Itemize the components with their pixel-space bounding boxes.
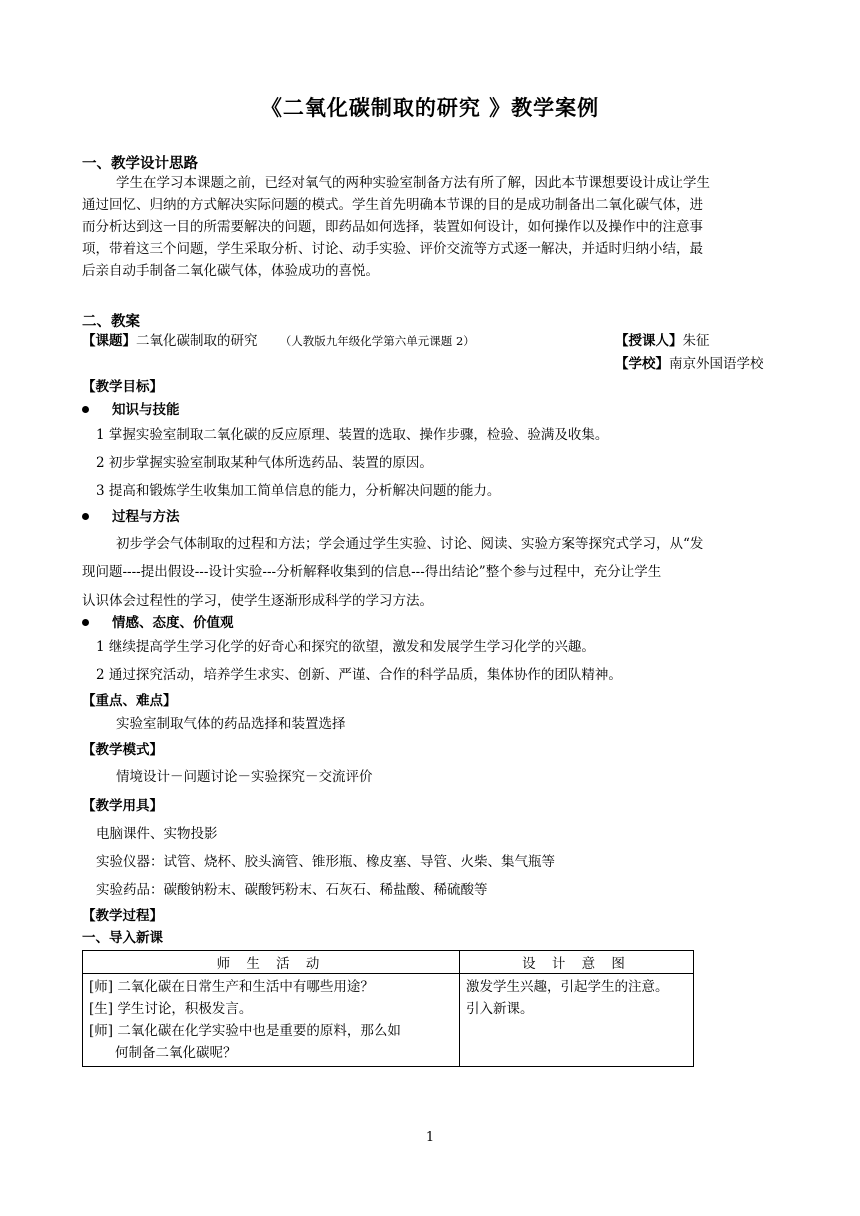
goal2-line: 现问题----提出假设---设计实验---分析解释收集到的信息---得出结论”整个参与过程中，充分让学生	[82, 564, 662, 580]
intro-heading: 一、导入新课	[82, 930, 163, 946]
key-value: 实验室制取气体的药品选择和装置选择	[116, 716, 346, 732]
goal2-line: 初步学会气体制取的过程和方法；学会通过学生实验、讨论、阅读、实验方案等探究式学习，从“发	[116, 536, 704, 552]
goal3-item: 2 通过探究活动，培养学生求实、创新、严谨、合作的科学品质，集体协作的团队精神。	[96, 667, 622, 683]
tools-line: 电脑课件、实物投影	[96, 826, 218, 842]
activity-line: [师] 二氧化碳在日常生产和生活中有哪些用途？	[89, 979, 374, 995]
teacher-line	[615, 330, 710, 352]
page-title: 《二氧化碳制取的研究 》教学案例	[260, 96, 600, 120]
tools-label: 【教学用具】	[82, 798, 163, 814]
goal1-title-line	[82, 399, 180, 421]
intent-line: 激发学生兴趣，引起学生的注意。	[466, 979, 669, 995]
tools-line: 实验药品：碳酸钠粉末、碳酸钙粉末、石灰石、稀盐酸、稀硫酸等	[96, 882, 488, 898]
school-line	[615, 353, 764, 375]
intent-line: 引入新课。	[466, 1001, 534, 1017]
design-line: 后亲自动手制备二氧化碳气体，体验成功的喜悦。	[82, 263, 379, 279]
design-line: 而分析达到这一目的所需要解决的问题，即药品如何选择，装置如何设计，如何操作以及操作中的注意事	[82, 219, 703, 235]
topic-label: 【课题】	[82, 333, 136, 349]
design-line: 项，带着这三个问题，学生采取分析、讨论、动手实验、评价交流等方式逐一解决，并适时归纳小结，最	[82, 241, 703, 257]
topic-value: 二氧化碳制取的研究	[136, 333, 258, 349]
bullet-icon	[82, 513, 89, 520]
mode-label: 【教学模式】	[82, 742, 163, 758]
goal3-title-line	[82, 612, 234, 634]
goal3-title: 情感、态度、价值观	[112, 615, 234, 631]
school-value: 南京外国语学校	[669, 356, 764, 372]
intent-cell	[460, 974, 694, 1067]
topic-note: （人教版九年级化学第六单元课题 2）	[279, 334, 475, 348]
activity-line: [师] 二氧化碳在化学实验中也是重要的原料，那么如	[89, 1023, 401, 1039]
goal1-item: 2 初步掌握实验室制取某种气体所选药品、装置的原因。	[96, 455, 433, 471]
activity-line: [生] 学生讨论，积极发言。	[89, 1001, 253, 1017]
tools-line: 实验仪器：试管、烧杯、胶头滴管、锥形瓶、橡皮塞、导管、火柴、集气瓶等	[96, 854, 555, 870]
table-header-activity: 师 生 活 动	[83, 951, 460, 974]
design-paragraph	[82, 172, 782, 282]
lesson-table	[82, 950, 694, 1067]
section-heading-design: 一、教学设计思路	[82, 156, 198, 172]
goal2-paragraph	[82, 530, 782, 616]
teacher-value: 朱征	[682, 333, 710, 349]
key-label: 【重点、难点】	[82, 693, 177, 709]
goal2-title-line	[82, 506, 180, 528]
bullet-icon	[82, 619, 89, 626]
goal1-title: 知识与技能	[112, 402, 180, 418]
school-label: 【学校】	[615, 356, 669, 372]
goals-label: 【教学目标】	[82, 379, 163, 395]
mode-value: 情境设计－问题讨论－实验探究－交流评价	[116, 769, 373, 785]
goal2-title: 过程与方法	[112, 509, 180, 525]
process-label: 【教学过程】	[82, 908, 163, 924]
table-row	[83, 974, 694, 1067]
page-number: 1	[425, 1130, 435, 1145]
goal3-item: 1 继续提高学生学习化学的好奇心和探究的欲望，激发和发展学生学习化学的兴趣。	[96, 639, 595, 655]
design-line: 通过回忆、归纳的方式解决实际问题的模式。学生首先明确本节课的目的是成功制备出二氧化碳气体，进	[82, 197, 703, 213]
topic-line	[82, 330, 475, 352]
teacher-label: 【授课人】	[615, 333, 683, 349]
activity-cell	[83, 974, 460, 1067]
design-line: 学生在学习本课题之前，已经对氧气的两种实验室制备方法有所了解，因此本节课想要设计成让学生	[116, 175, 710, 191]
table-header-intent: 设 计 意 图	[460, 951, 694, 974]
goal1-item: 3 提高和锻炼学生收集加工简单信息的能力，分析解决问题的能力。	[96, 483, 501, 499]
goal2-line: 认识体会过程性的学习，使学生逐渐形成科学的学习方法。	[82, 593, 433, 609]
bullet-icon	[82, 406, 89, 413]
table-header-row	[83, 951, 694, 974]
section-heading-plan: 二、教案	[82, 314, 140, 330]
goal1-item: 1 掌握实验室制取二氧化碳的反应原理、装置的选取、操作步骤，检验、验满及收集。	[96, 427, 609, 443]
activity-line: 何制备二氧化碳呢？	[115, 1045, 237, 1061]
